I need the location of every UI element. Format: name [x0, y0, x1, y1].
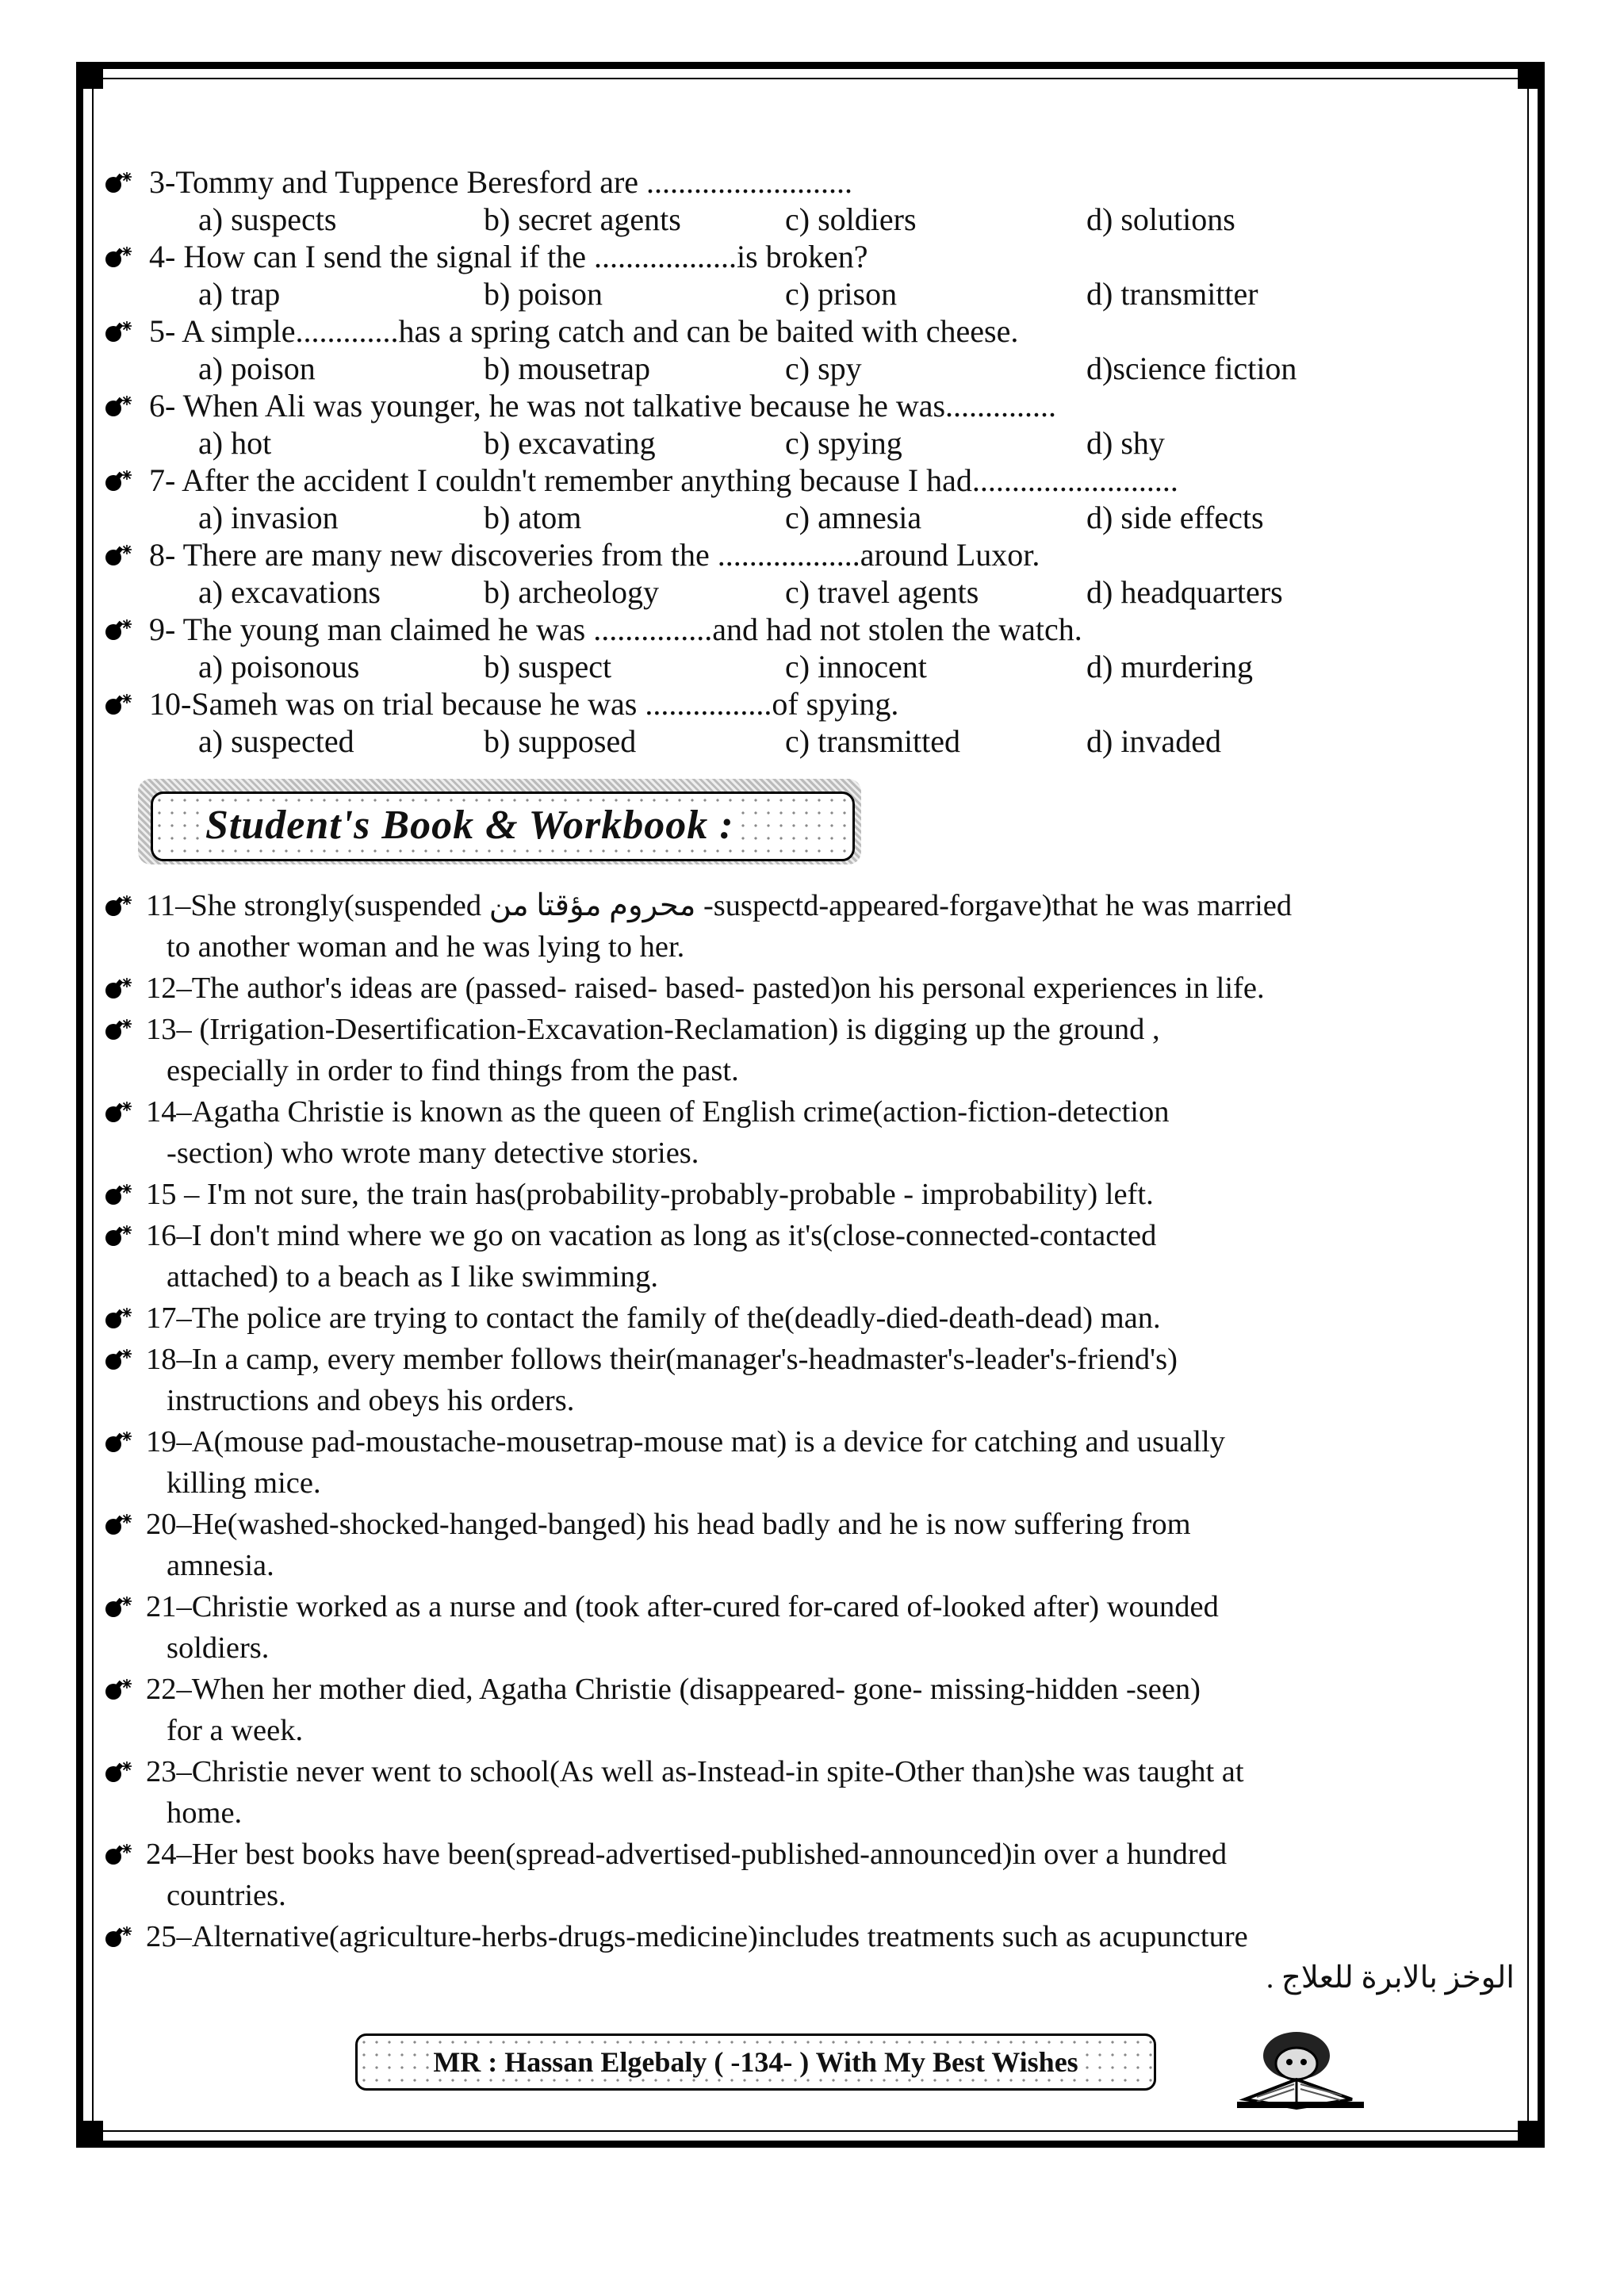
question-text: 8- There are many new discoveries from the ..................around Luxor. — [149, 537, 1040, 573]
bomb-bullet-icon — [103, 1677, 141, 1701]
question-continuation — [103, 1462, 1515, 1504]
answer-option[interactable]: b) mousetrap — [484, 351, 650, 386]
question-text: الوخز بالابرة للعلاج . — [1266, 1961, 1515, 1995]
answer-option[interactable]: b) archeology — [484, 574, 660, 610]
question-row — [103, 685, 1515, 723]
border-corner — [1518, 62, 1545, 89]
reading-child-icon — [1221, 2024, 1380, 2111]
question-row — [103, 1215, 1515, 1256]
answer-option[interactable]: c) travel agents — [785, 574, 979, 610]
answer-option[interactable]: b) suspect — [484, 649, 612, 684]
bomb-bullet-icon — [103, 1100, 141, 1124]
question-continuation — [103, 926, 1515, 968]
question-row — [103, 1669, 1515, 1710]
question-continuation — [103, 1256, 1515, 1297]
question-text: -section) who wrote many detective stories. — [167, 1137, 699, 1170]
bomb-bullet-icon — [103, 320, 141, 343]
bomb-bullet-icon — [103, 1760, 141, 1784]
answer-option[interactable]: a) excavations — [198, 574, 381, 610]
answer-option[interactable]: b) poison — [484, 276, 603, 312]
bomb-bullet-icon — [103, 543, 141, 567]
question-row — [103, 1297, 1515, 1339]
question-text: 24–Her best books have been(spread-advertised-published-announced)in over a hundred — [146, 1838, 1228, 1871]
footer-text: MR : Hassan Elgebaly ( -134- ) With My Best Wishes — [430, 2046, 1081, 2078]
question-row — [103, 1091, 1515, 1133]
answer-option[interactable]: d) shy — [1086, 425, 1165, 461]
bomb-bullet-icon — [103, 245, 141, 269]
section-header — [138, 779, 861, 864]
question-row — [103, 1834, 1515, 1875]
question-text: soldiers. — [167, 1631, 270, 1665]
question-row — [103, 1421, 1515, 1462]
options-row — [103, 573, 1515, 611]
question-continuation — [103, 1957, 1515, 1999]
question-text: 14–Agatha Christie is known as the queen of English crime(action-fiction-detection — [146, 1095, 1170, 1129]
question-row — [103, 536, 1515, 573]
section-header-box — [151, 792, 855, 861]
bomb-bullet-icon — [103, 171, 141, 194]
question-text: 19–A(mouse pad-moustache-mousetrap-mouse mat) is a device for catching and usually — [146, 1425, 1225, 1458]
options-row — [103, 201, 1515, 238]
answer-option[interactable]: a) poison — [198, 351, 316, 386]
bomb-bullet-icon — [103, 1224, 141, 1248]
question-row — [103, 885, 1515, 926]
footer — [355, 2033, 1156, 2091]
answer-option[interactable]: c) spy — [785, 351, 862, 386]
answer-option[interactable]: d) transmitter — [1086, 276, 1258, 312]
question-text: 15 – I'm not sure, the train has(probability-probably-probable - improbability) left. — [146, 1178, 1154, 1211]
bomb-bullet-icon — [103, 1182, 141, 1206]
question-row — [103, 387, 1515, 424]
answer-option[interactable]: b) supposed — [484, 723, 637, 759]
question-text: 10-Sameh was on trial because he was ................of spying. — [149, 686, 899, 722]
question-text: attached) to a beach as I like swimming. — [167, 1260, 659, 1294]
question-continuation — [103, 1710, 1515, 1751]
question-text: 23–Christie never went to school(As well as-Instead-in spite-Other than)she was taught at — [146, 1755, 1244, 1788]
question-row — [103, 163, 1515, 201]
bomb-bullet-icon — [103, 1430, 141, 1454]
question-continuation — [103, 1875, 1515, 1916]
answer-option[interactable]: a) hot — [198, 425, 272, 461]
question-row — [103, 312, 1515, 350]
options-row — [103, 350, 1515, 387]
question-text: 25–Alternative(agriculture-herbs-drugs-medicine)includes treatments such as acupuncture — [146, 1920, 1248, 1953]
answer-option[interactable]: c) spying — [785, 425, 902, 461]
question-row — [103, 611, 1515, 648]
border-corner — [76, 62, 103, 89]
bomb-bullet-icon — [103, 469, 141, 493]
question-continuation — [103, 1627, 1515, 1669]
options-row — [103, 648, 1515, 685]
answer-option[interactable]: d) murdering — [1086, 649, 1253, 684]
question-row — [103, 238, 1515, 275]
answer-option[interactable]: b) excavating — [484, 425, 656, 461]
question-row — [103, 1751, 1515, 1792]
options-row — [103, 275, 1515, 312]
question-text: 17–The police are trying to contact the family of the(deadly-died-death-dead) man. — [146, 1301, 1161, 1335]
answer-option[interactable]: a) poisonous — [198, 649, 360, 684]
question-continuation — [103, 1792, 1515, 1834]
bomb-bullet-icon — [103, 1512, 141, 1536]
question-continuation — [103, 1380, 1515, 1421]
question-text: 13– (Irrigation-Desertification-Excavation-Reclamation) is digging up the ground , — [146, 1013, 1160, 1046]
bomb-bullet-icon — [103, 976, 141, 1000]
mcq-section — [103, 163, 1515, 760]
question-text: 16–I don't mind where we go on vacation as long as it's(close-connected-contacted — [146, 1219, 1157, 1252]
bomb-bullet-icon — [103, 1842, 141, 1866]
bomb-bullet-icon — [103, 1347, 141, 1371]
question-text: 5- A simple.............has a spring catch and can be baited with cheese. — [149, 313, 1019, 349]
question-text: killing mice. — [167, 1466, 321, 1500]
worksheet-content — [103, 163, 1515, 1999]
bomb-bullet-icon — [103, 394, 141, 418]
answer-option[interactable]: a) suspects — [198, 201, 337, 237]
answer-option[interactable]: d) headquarters — [1086, 574, 1283, 610]
question-text: home. — [167, 1796, 243, 1830]
answer-option[interactable]: d) side effects — [1086, 500, 1264, 535]
section-title: Student's Book & Workbook : — [201, 802, 739, 849]
question-text: 20–He(washed-shocked-hanged-banged) his head badly and he is now suffering from — [146, 1508, 1191, 1541]
question-row — [103, 1916, 1515, 1957]
bomb-bullet-icon — [103, 1595, 141, 1619]
answer-option[interactable]: a) suspected — [198, 723, 354, 759]
bomb-bullet-icon — [103, 1306, 141, 1330]
question-text: instructions and obeys his orders. — [167, 1384, 575, 1417]
question-text: 9- The young man claimed he was ...............and had not stolen the watch. — [149, 611, 1082, 647]
answer-option[interactable]: d) invaded — [1086, 723, 1221, 759]
question-row — [103, 1339, 1515, 1380]
question-row — [103, 462, 1515, 499]
answer-option[interactable]: b) secret agents — [484, 201, 681, 237]
question-text: countries. — [167, 1879, 286, 1912]
answer-option[interactable]: a) invasion — [198, 500, 339, 535]
options-row — [103, 499, 1515, 536]
question-row — [103, 968, 1515, 1009]
answer-option[interactable]: c) amnesia — [785, 500, 922, 535]
question-row — [103, 1174, 1515, 1215]
question-continuation — [103, 1133, 1515, 1174]
question-text: to another woman and he was lying to her. — [167, 930, 685, 964]
question-row — [103, 1586, 1515, 1627]
border-corner — [1518, 2121, 1545, 2148]
question-row — [103, 1009, 1515, 1050]
question-text: for a week. — [167, 1714, 304, 1747]
question-text: 6- When Ali was younger, he was not talkative because he was.............. — [149, 388, 1057, 424]
answer-option[interactable]: c) prison — [785, 276, 898, 312]
bomb-bullet-icon — [103, 894, 141, 918]
workbook-section — [103, 885, 1515, 1999]
bomb-bullet-icon — [103, 618, 141, 642]
question-row — [103, 1504, 1515, 1545]
answer-option[interactable]: c) soldiers — [785, 201, 917, 237]
question-continuation — [103, 1050, 1515, 1091]
answer-option[interactable]: c) transmitted — [785, 723, 961, 759]
answer-option[interactable]: c) innocent — [785, 649, 927, 684]
options-row — [103, 424, 1515, 462]
bomb-bullet-icon — [103, 1018, 141, 1041]
answer-option[interactable]: a) trap — [198, 276, 281, 312]
answer-option[interactable]: b) atom — [484, 500, 582, 535]
question-text: 7- After the accident I couldn't remember anything because I had.......................... — [149, 462, 1178, 498]
question-text: especially in order to find things from the past. — [167, 1054, 739, 1087]
question-text: 18–In a camp, every member follows their(manager's-headmaster's-leader's-friend's) — [146, 1343, 1178, 1376]
answer-option[interactable]: d) solutions — [1086, 201, 1235, 237]
question-text: 11–She strongly(suspended محروم مؤقتا من -suspectd-appeared-forgave)that he was married — [146, 889, 1293, 922]
question-text: 21–Christie worked as a nurse and (took after-cured for-cared of-looked after) wounded — [146, 1590, 1219, 1623]
bomb-bullet-icon — [103, 1925, 141, 1949]
question-text: 22–When her mother died, Agatha Christie (disappeared- gone- missing-hidden -seen) — [146, 1673, 1201, 1706]
question-continuation — [103, 1545, 1515, 1586]
answer-option[interactable]: d)science fiction — [1086, 351, 1297, 386]
bomb-bullet-icon — [103, 692, 141, 716]
options-row — [103, 723, 1515, 760]
border-corner — [76, 2121, 103, 2148]
question-text: 12–The author's ideas are (passed- raised- based- pasted)on his personal experiences in life. — [146, 972, 1265, 1005]
question-text: 3-Tommy and Tuppence Beresford are .......................... — [149, 164, 853, 200]
question-text: 4- How can I send the signal if the ..................is broken? — [149, 239, 868, 274]
question-text: amnesia. — [167, 1549, 274, 1582]
